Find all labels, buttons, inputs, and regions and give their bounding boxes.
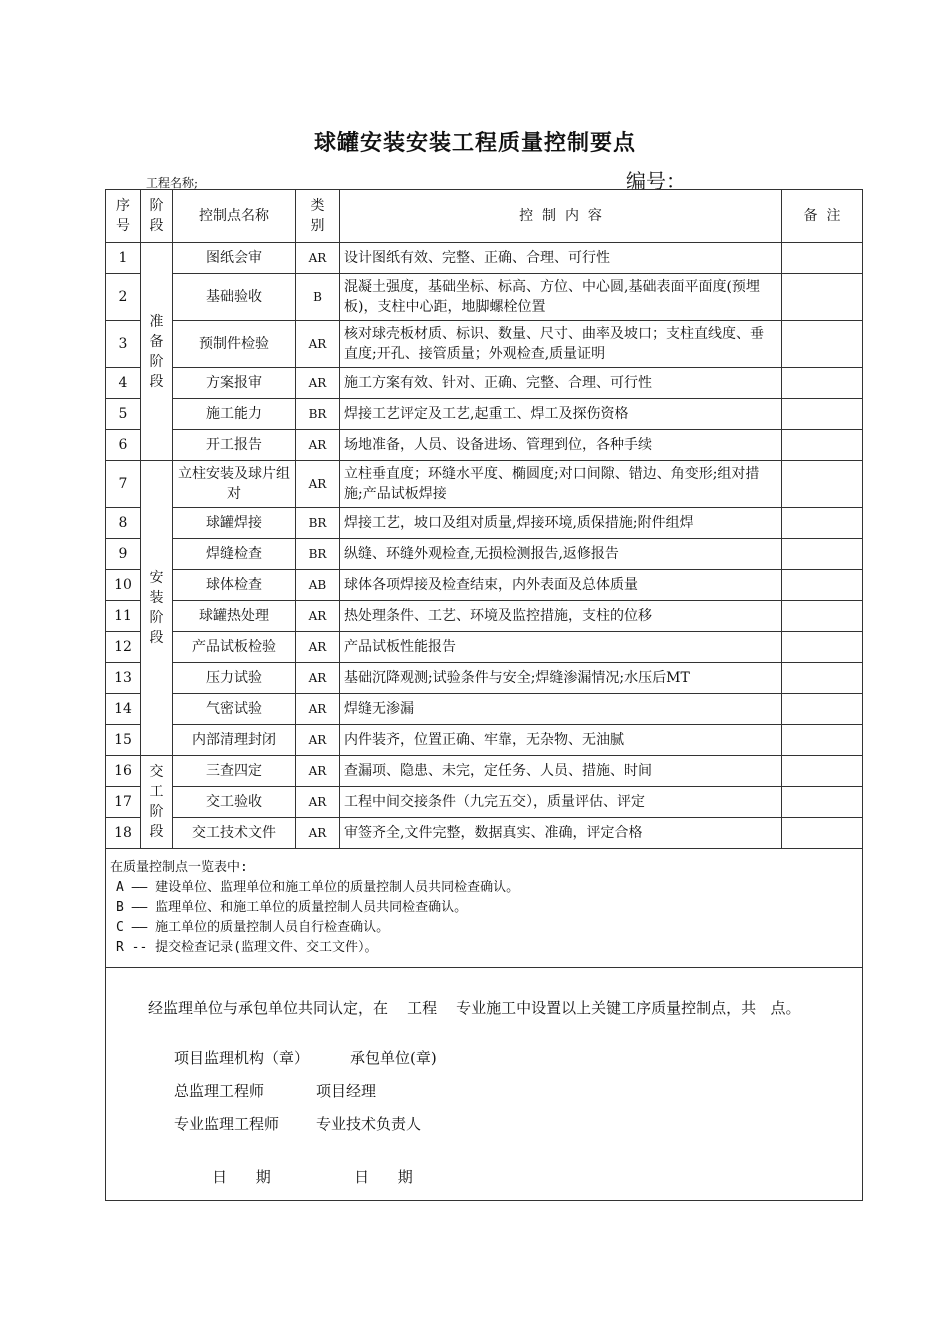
row-type: AB [296, 570, 340, 601]
row-content: 焊接工艺评定及工艺,起重工、焊工及探伤资格 [340, 399, 782, 430]
header-seq: 序 号 [106, 190, 141, 243]
row-remark [782, 461, 863, 508]
row-content: 纵缝、环缝外观检查,无损检测报告,返修报告 [340, 539, 782, 570]
header-stage: 阶 段 [141, 190, 173, 243]
row-no: 17 [106, 787, 141, 818]
row-name: 压力试验 [173, 663, 296, 694]
row-no: 1 [106, 243, 141, 274]
row-remark [782, 274, 863, 321]
table-row [106, 461, 863, 508]
row-name: 球体检查 [173, 570, 296, 601]
row-type: BR [296, 399, 340, 430]
row-type: AR [296, 321, 340, 368]
signoff-line-managers [174, 1081, 376, 1101]
header-remark: 备 注 [782, 190, 863, 243]
row-content: 设计图纸有效、完整、正确、合理、可行性 [340, 243, 782, 274]
row-no: 6 [106, 430, 141, 461]
row-type: B [296, 274, 340, 321]
table-row [106, 274, 863, 321]
supervisor-org-label: 项目监理机构（章） [174, 1049, 310, 1067]
table-row [106, 243, 863, 274]
stage-install: 安 装 阶 段 [141, 461, 173, 756]
legend-a: A —— 建设单位、监理单位和施工单位的质量控制人员共同检查确认。 [116, 880, 520, 895]
table-row [106, 756, 863, 787]
row-remark [782, 368, 863, 399]
row-name: 图纸会审 [173, 243, 296, 274]
project-name-label: 工程名称; [146, 176, 199, 190]
row-no: 12 [106, 632, 141, 663]
specialty-supervisor-label: 专业监理工程师 [174, 1115, 280, 1133]
row-type: AR [296, 632, 340, 663]
row-no: 2 [106, 274, 141, 321]
header-name: 控制点名称 [173, 190, 296, 243]
row-content: 内件装齐，位置正确、牢靠，无杂物、无油腻 [340, 725, 782, 756]
row-type: AR [296, 243, 340, 274]
table-row [106, 663, 863, 694]
row-type: AR [296, 787, 340, 818]
row-remark [782, 756, 863, 787]
row-no: 3 [106, 321, 141, 368]
legend-notes-row [106, 849, 863, 968]
row-remark [782, 725, 863, 756]
row-name: 立柱安装及球片组对 [173, 461, 296, 508]
row-type: AR [296, 461, 340, 508]
row-remark [782, 430, 863, 461]
row-type: AR [296, 818, 340, 849]
row-no: 16 [106, 756, 141, 787]
table-row [106, 430, 863, 461]
table-row [106, 399, 863, 430]
table-row [106, 508, 863, 539]
table-row [106, 570, 863, 601]
legend-b: B —— 监理单位、和施工单位的质量控制人员共同检查确认。 [116, 900, 468, 915]
row-content: 焊缝无渗漏 [340, 694, 782, 725]
table-row [106, 725, 863, 756]
row-name: 气密试验 [173, 694, 296, 725]
row-name: 焊缝检查 [173, 539, 296, 570]
row-content: 球体各项焊接及检查结束，内外表面及总体质量 [340, 570, 782, 601]
signoff-row [106, 968, 863, 1201]
row-remark [782, 539, 863, 570]
table-row [106, 632, 863, 663]
chief-supervisor-label: 总监理工程师 [174, 1082, 265, 1100]
row-content: 立柱垂直度；环缝水平度、椭圆度;对口间隙、错边、角变形;组对措施;产品试板焊接 [340, 461, 782, 508]
stage-handover: 交 工 阶 段 [141, 756, 173, 849]
row-type: AR [296, 601, 340, 632]
row-name: 内部清理封闭 [173, 725, 296, 756]
row-no: 18 [106, 818, 141, 849]
row-name: 施工能力 [173, 399, 296, 430]
row-type: BR [296, 508, 340, 539]
header-content: 控 制 内 容 [340, 190, 782, 243]
code-label: 编号： [626, 169, 686, 193]
row-no: 5 [106, 399, 141, 430]
row-content: 工程中间交接条件（九完五交），质量评估、评定 [340, 787, 782, 818]
project-manager-label: 项目经理 [316, 1082, 377, 1100]
contractor-org-label: 承包单位(章) [350, 1049, 437, 1067]
row-type: AR [296, 756, 340, 787]
row-remark [782, 243, 863, 274]
row-name: 三查四定 [173, 756, 296, 787]
legend-notes [106, 849, 863, 968]
table-row [106, 694, 863, 725]
row-no: 13 [106, 663, 141, 694]
row-no: 15 [106, 725, 141, 756]
row-remark [782, 694, 863, 725]
row-remark [782, 787, 863, 818]
table-header-row [106, 190, 863, 243]
stage-prep: 准 备 阶 段 [141, 243, 173, 461]
table-row [106, 368, 863, 399]
legend-c: C —— 施工单位的质量控制人员自行检查确认。 [116, 920, 390, 935]
row-remark [782, 632, 863, 663]
row-remark [782, 663, 863, 694]
row-name: 球罐热处理 [173, 601, 296, 632]
row-content: 产品试板性能报告 [340, 632, 782, 663]
row-type: BR [296, 539, 340, 570]
row-name: 预制件检验 [173, 321, 296, 368]
row-content: 核对球壳板材质、标识、数量、尺寸、曲率及坡口；支柱直线度、垂直度;开孔、接管质量；外观检查,质量证明 [340, 321, 782, 368]
row-name: 基础验收 [173, 274, 296, 321]
date-left-label: 日 期 [212, 1168, 271, 1186]
row-name: 球罐焊接 [173, 508, 296, 539]
row-remark [782, 818, 863, 849]
row-content: 场地准备，人员、设备进场、管理到位，各种手续 [340, 430, 782, 461]
row-name: 开工报告 [173, 430, 296, 461]
tech-lead-label: 专业技术负责人 [316, 1115, 422, 1133]
table-row [106, 539, 863, 570]
row-no: 4 [106, 368, 141, 399]
row-no: 10 [106, 570, 141, 601]
row-content: 施工方案有效、针对、正确、完整、合理、可行性 [340, 368, 782, 399]
row-name: 产品试板检验 [173, 632, 296, 663]
signoff-line-dates [174, 1147, 413, 1207]
row-remark [782, 601, 863, 632]
row-content: 查漏项、隐患、未完，定任务、人员、措施、时间 [340, 756, 782, 787]
row-remark [782, 508, 863, 539]
row-type: AR [296, 368, 340, 399]
signoff-cell [106, 968, 863, 1201]
row-no: 9 [106, 539, 141, 570]
row-content: 焊接工艺，坡口及组对质量,焊接环境,质保措施;附件组焊 [340, 508, 782, 539]
row-name: 方案报审 [173, 368, 296, 399]
signoff-line-org [174, 1048, 437, 1068]
row-no: 11 [106, 601, 141, 632]
row-content: 混凝土强度，基础坐标、标高、方位、中心圆,基础表面平面度(预埋板)，支柱中心距，地脚螺栓位置 [340, 274, 782, 321]
row-type: AR [296, 725, 340, 756]
table-row [106, 321, 863, 368]
legend-intro: 在质量控制点一览表中: [110, 860, 248, 875]
row-type: AR [296, 430, 340, 461]
table-row [106, 601, 863, 632]
table-row [106, 818, 863, 849]
header-type: 类 别 [296, 190, 340, 243]
row-content: 审签齐全,文件完整，数据真实、准确，评定合格 [340, 818, 782, 849]
row-type: AR [296, 663, 340, 694]
signoff-paragraph: 经监理单位与承包单位共同认定，在 工程 专业施工中设置以上关键工序质量控制点，共 点。 [148, 999, 801, 1017]
row-no: 8 [106, 508, 141, 539]
row-name: 交工技术文件 [173, 818, 296, 849]
row-content: 基础沉降观测;试验条件与安全;焊缝渗漏情况;水压后MT [340, 663, 782, 694]
row-no: 14 [106, 694, 141, 725]
row-content: 热处理条件、工艺、环境及监控措施，支柱的位移 [340, 601, 782, 632]
row-remark [782, 399, 863, 430]
row-remark [782, 321, 863, 368]
row-name: 交工验收 [173, 787, 296, 818]
document-title: 球罐安装安装工程质量控制要点 [313, 131, 636, 156]
table-row [106, 787, 863, 818]
date-right-label: 日 期 [354, 1168, 413, 1186]
row-remark [782, 570, 863, 601]
quality-control-table [105, 189, 863, 1201]
row-no: 7 [106, 461, 141, 508]
row-type: AR [296, 694, 340, 725]
signoff-line-specialists [174, 1114, 421, 1134]
legend-r: R -- 提交检查记录(监理文件、交工文件）。 [116, 940, 378, 955]
